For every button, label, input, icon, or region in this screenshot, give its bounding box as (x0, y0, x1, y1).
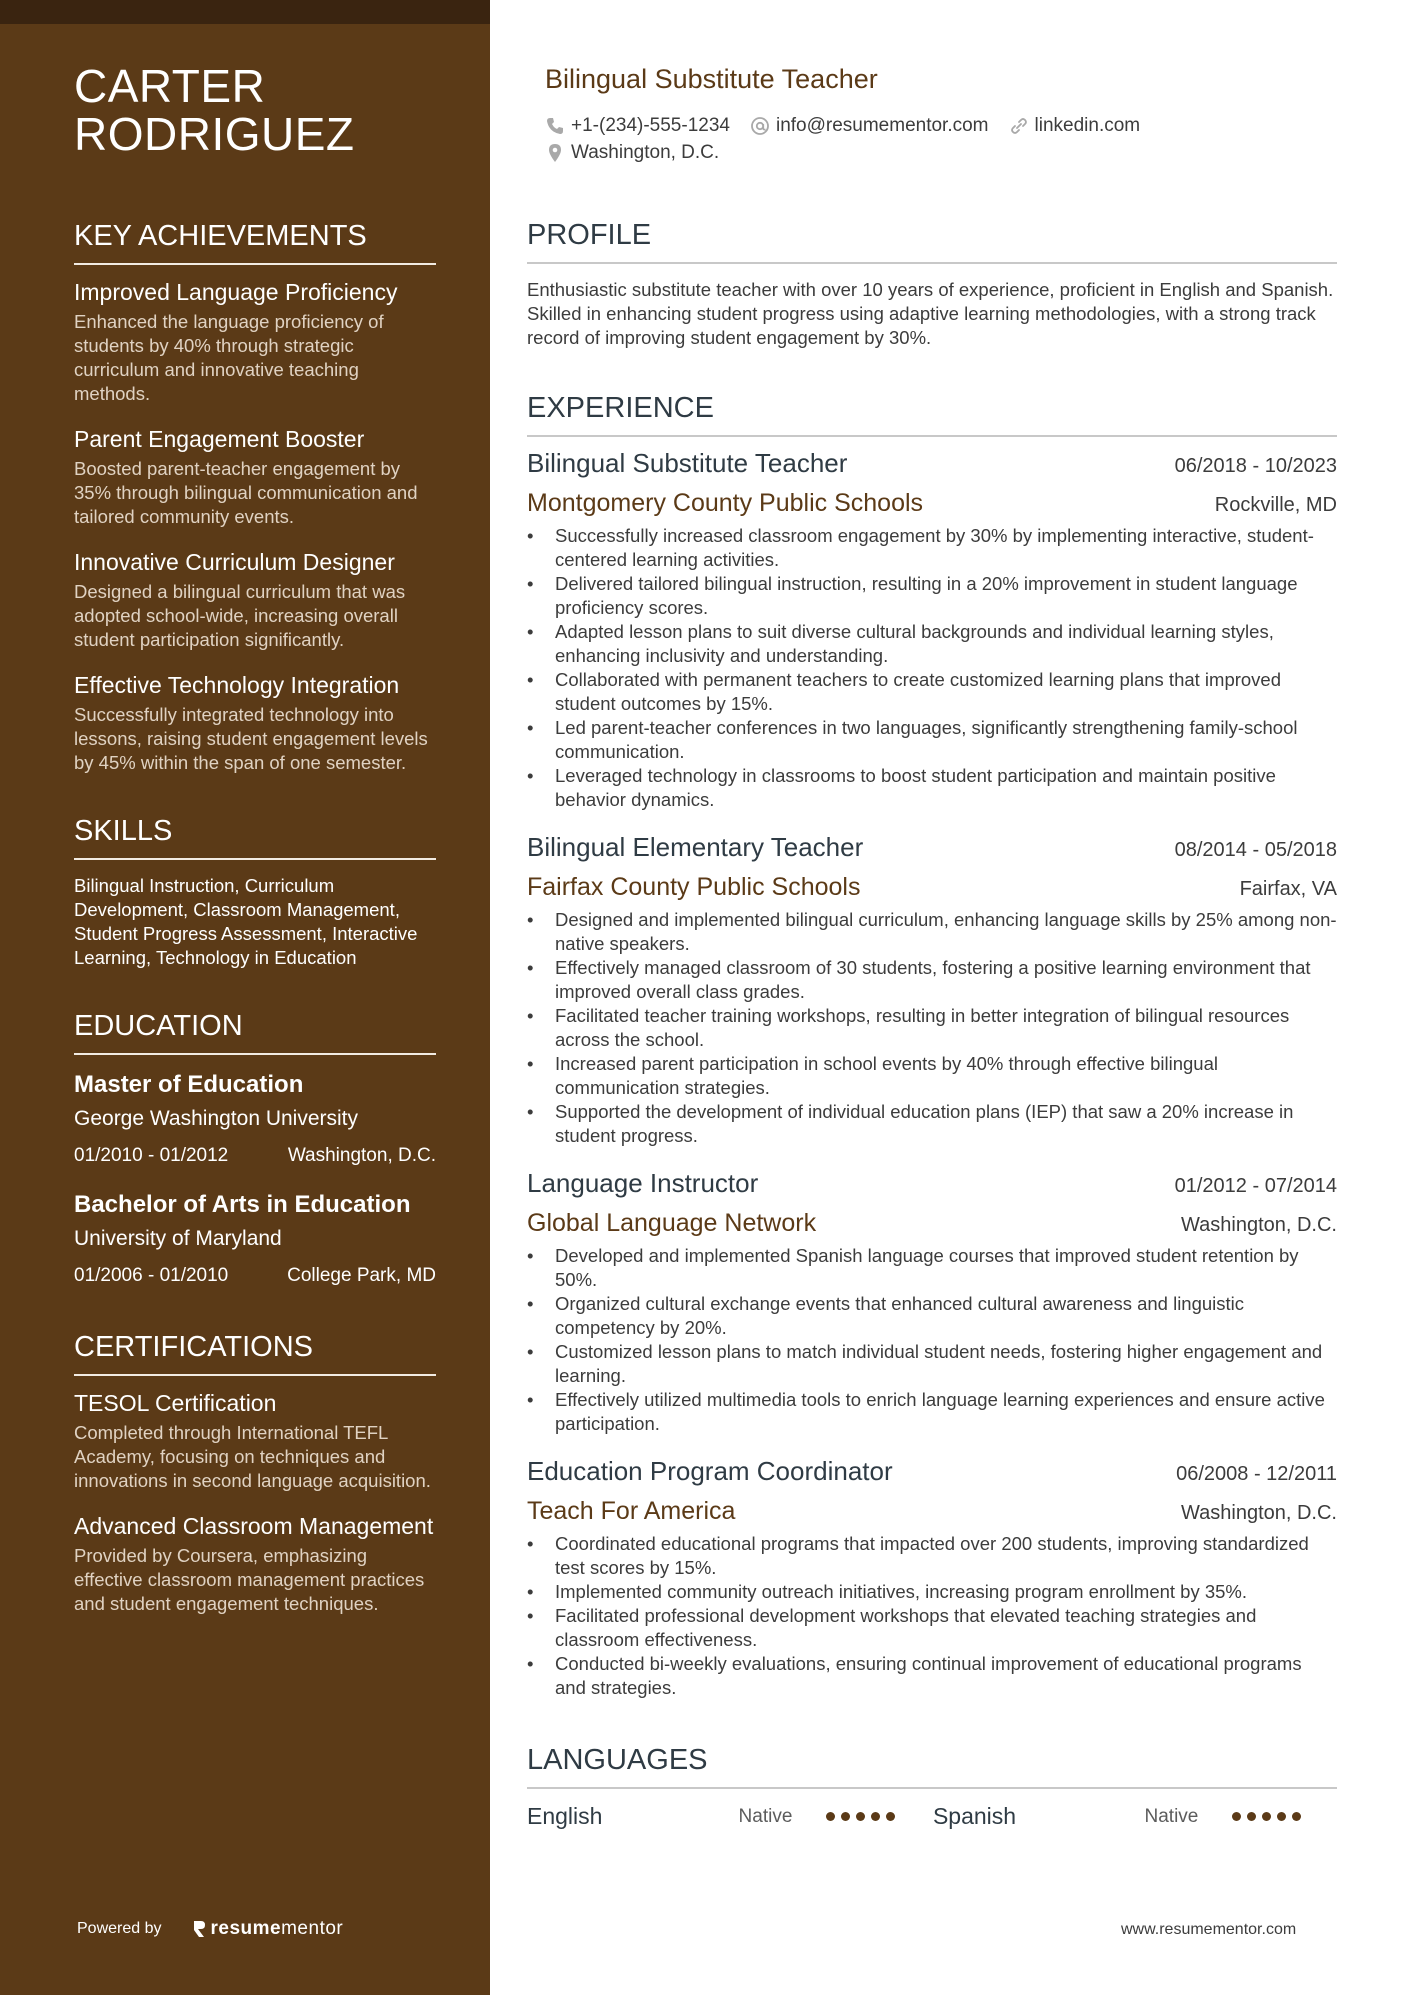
at-icon (750, 116, 770, 136)
job-bullet: • Supported the development of individual education plans (IEP) that saw a 20% increase in student progress. (527, 1100, 1337, 1148)
job-bullet: • Delivered tailored bilingual instruction, resulting in a 20% improvement in student language proficiency scores. (527, 572, 1337, 620)
job-location: Washington, D.C. (1181, 1214, 1337, 1236)
job-bullet: • Organized cultural exchange events that enhanced cultural awareness and linguistic competency by 20%. (527, 1292, 1337, 1340)
powered-by-label: Powered by (77, 1920, 162, 1937)
rating-dot (826, 1812, 835, 1821)
logo-text-light: mentor (281, 1918, 344, 1939)
achievement-item (74, 279, 436, 406)
contact-email[interactable] (750, 115, 989, 137)
achievement-title: Effective Technology Integration (74, 672, 400, 698)
certification-title: Advanced Classroom Management (74, 1513, 434, 1539)
job-bullet: • Customized lesson plans to match individual student needs, fostering higher engagement and learning. (527, 1340, 1337, 1388)
contact-phone[interactable] (545, 115, 730, 137)
resumementor-logo[interactable] (192, 1918, 344, 1940)
experience-item (527, 448, 1337, 812)
achievement-desc: Enhanced the language proficiency of students by 40% through strategic curriculum and innovative teaching methods. (74, 311, 384, 404)
rating-dot (1292, 1812, 1301, 1821)
job-bullet: • Coordinated educational programs that impacted over 200 students, improving standardized test scores by 15%. (527, 1532, 1337, 1580)
job-dates: 01/2012 - 07/2014 (1174, 1175, 1337, 1197)
sidebar-content (74, 62, 436, 1616)
job-company-row (527, 1209, 1337, 1238)
job-bullets (527, 524, 1337, 812)
rating-dot (841, 1812, 850, 1821)
resumementor-logo-icon (192, 1919, 206, 1939)
job-location: Fairfax, VA (1239, 878, 1337, 900)
rating-dot (1232, 1812, 1241, 1821)
job-company: Global Language Network (527, 1209, 817, 1237)
education-meta (74, 1265, 436, 1287)
sidebar (0, 0, 490, 1995)
job-company-row (527, 1497, 1337, 1526)
person-name (74, 62, 436, 158)
rating-dot (1247, 1812, 1256, 1821)
job-header (527, 832, 1337, 863)
logo-text-bold: resume (210, 1918, 282, 1939)
job-bullet: • Developed and implemented Spanish language courses that improved student retention by 50%. (527, 1244, 1337, 1292)
headline-title: Bilingual Substitute Teacher (545, 64, 878, 94)
location-text: Washington, D.C. (571, 141, 720, 163)
skills-heading: SKILLS (74, 815, 436, 860)
education-degree: Bachelor of Arts in Education (74, 1191, 411, 1218)
achievement-item (74, 426, 436, 529)
job-bullet: • Successfully increased classroom engagement by 30% by implementing interactive, student-centered learning activities. (527, 524, 1337, 572)
achievement-title: Parent Engagement Booster (74, 426, 365, 452)
contact-row (545, 139, 1325, 166)
job-bullet: • Conducted bi-weekly evaluations, ensuring continual improvement of educational programs and strategies. (527, 1652, 1337, 1700)
certification-desc: Provided by Coursera, emphasizing effective classroom management practices and student engagement techniques. (74, 1545, 425, 1614)
profile-text: Enthusiastic substitute teacher with over 10 years of experience, proficient in English and Spanish. Skilled in enhancing student progress using adaptive learning methodologies, with a strong track record of improving student engagement by 30%. (527, 279, 1334, 348)
job-bullet: • Leveraged technology in classrooms to boost student participation and maintain positive behavior dynamics. (527, 764, 1337, 812)
education-meta (74, 1145, 436, 1167)
job-company: Montgomery County Public Schools (527, 489, 924, 517)
achievement-desc: Successfully integrated technology into lessons, raising student engagement levels by 45% within the span of one semester. (74, 704, 428, 773)
job-location: Washington, D.C. (1181, 1502, 1337, 1524)
achievement-item (74, 549, 436, 652)
education-item (74, 1191, 436, 1287)
certification-item (74, 1390, 436, 1493)
contact-info (545, 112, 1325, 166)
skills-text: Bilingual Instruction, Curriculum Development, Classroom Management, Student Progress Assessment, Interactive Learning, Technology in Education (74, 875, 418, 968)
job-bullet: • Facilitated teacher training workshops, resulting in better integration of bilingual resources across the school. (527, 1004, 1337, 1052)
education-item (74, 1071, 436, 1167)
job-company-row (527, 873, 1337, 902)
job-company-row (527, 489, 1337, 518)
language-level: Native (738, 1805, 793, 1827)
certification-item (74, 1513, 436, 1616)
achievement-desc: Designed a bilingual curriculum that was adopted school-wide, increasing overall student participation significantly. (74, 581, 406, 650)
job-bullet: • Implemented community outreach initiatives, increasing program enrollment by 35%. (527, 1580, 1337, 1604)
job-bullets (527, 908, 1337, 1148)
link-icon (1009, 116, 1029, 136)
powered-by (77, 1918, 343, 1940)
rating-dot (886, 1812, 895, 1821)
experience-heading: EXPERIENCE (527, 392, 1337, 437)
education-degree: Master of Education (74, 1071, 304, 1098)
certifications-heading: CERTIFICATIONS (74, 1331, 436, 1376)
certification-title: TESOL Certification (74, 1390, 277, 1416)
footer-url[interactable]: www.resumementor.com (1121, 1921, 1297, 1938)
language-name: Spanish (932, 1803, 1017, 1829)
job-header (527, 1456, 1337, 1487)
languages-list (527, 1803, 1337, 1830)
job-dates: 08/2014 - 05/2018 (1174, 839, 1337, 861)
language-level: Native (1144, 1805, 1199, 1827)
contact-row (545, 112, 1325, 139)
experience-item (527, 1456, 1337, 1700)
job-bullet: • Facilitated professional development workshops that elevated teaching strategies and classroom effectiveness. (527, 1604, 1337, 1652)
logo-text (211, 1918, 344, 1940)
language-rating (1232, 1812, 1337, 1821)
rating-dot (1262, 1812, 1271, 1821)
location-pin-icon (545, 143, 565, 163)
phone-icon (545, 116, 565, 136)
rating-dot (1277, 1812, 1286, 1821)
job-bullets (527, 1244, 1337, 1436)
certification-desc: Completed through International TEFL Academy, focusing on techniques and innovations in second language acquisition. (74, 1422, 431, 1491)
rating-dot (856, 1812, 865, 1821)
achievement-title: Innovative Curriculum Designer (74, 549, 395, 575)
languages-heading: LANGUAGES (527, 1744, 1337, 1789)
job-header (527, 1168, 1337, 1199)
job-role: Language Instructor (527, 1168, 759, 1198)
achievement-desc: Boosted parent-teacher engagement by 35% through bilingual communication and tailored community events. (74, 458, 418, 527)
phone-text: +1-(234)-555-1234 (571, 114, 730, 136)
job-bullet: • Increased parent participation in school events by 40% through effective bilingual communication strategies. (527, 1052, 1337, 1100)
job-dates: 06/2018 - 10/2023 (1174, 455, 1337, 477)
job-dates: 06/2008 - 12/2011 (1176, 1463, 1337, 1485)
education-dates: 01/2006 - 01/2010 (74, 1265, 229, 1286)
job-bullet: • Designed and implemented bilingual curriculum, enhancing language skills by 25% among non-native speakers. (527, 908, 1337, 956)
education-location: College Park, MD (287, 1265, 436, 1286)
last-name: RODRIGUEZ (74, 108, 355, 160)
job-role: Education Program Coordinator (527, 1456, 893, 1486)
linkedin-text: linkedin.com (1034, 114, 1141, 136)
experience-item (527, 832, 1337, 1148)
sidebar-top-bar (0, 0, 490, 24)
profile-heading: PROFILE (527, 219, 1337, 264)
job-bullet: • Effectively managed classroom of 30 students, fostering a positive learning environment that improved overall class grades. (527, 956, 1337, 1004)
language-rating (826, 1812, 931, 1821)
job-bullets (527, 1532, 1337, 1700)
job-bullet: • Led parent-teacher conferences in two languages, significantly strengthening family-school communication. (527, 716, 1337, 764)
job-company: Teach For America (527, 1497, 736, 1525)
education-dates: 01/2010 - 01/2012 (74, 1145, 229, 1166)
achievement-item (74, 672, 436, 775)
job-bullet: • Adapted lesson plans to suit diverse cultural backgrounds and individual learning styles, enhancing inclusivity and understanding. (527, 620, 1337, 668)
job-bullet: • Effectively utilized multimedia tools to enrich language learning experiences and ensure active participation. (527, 1388, 1337, 1436)
contact-linkedin[interactable] (1009, 115, 1141, 137)
experience-item (527, 1168, 1337, 1436)
email-text: info@resumementor.com (775, 114, 989, 136)
job-bullet: • Collaborated with permanent teachers to create customized learning plans that improved student outcomes by 15%. (527, 668, 1337, 716)
rating-dot (871, 1812, 880, 1821)
education-school: George Washington University (74, 1107, 359, 1130)
achievement-title: Improved Language Proficiency (74, 279, 398, 305)
job-role: Bilingual Substitute Teacher (527, 448, 848, 478)
job-role: Bilingual Elementary Teacher (527, 832, 864, 862)
education-heading: EDUCATION (74, 1010, 436, 1055)
job-header (527, 448, 1337, 479)
contact-location (545, 142, 719, 164)
education-school: University of Maryland (74, 1227, 282, 1250)
job-company: Fairfax County Public Schools (527, 873, 861, 901)
first-name: CARTER (74, 60, 266, 112)
job-location: Rockville, MD (1214, 494, 1337, 516)
language-name: English (527, 1803, 603, 1829)
education-location: Washington, D.C. (287, 1145, 436, 1166)
achievements-heading: KEY ACHIEVEMENTS (74, 220, 436, 265)
